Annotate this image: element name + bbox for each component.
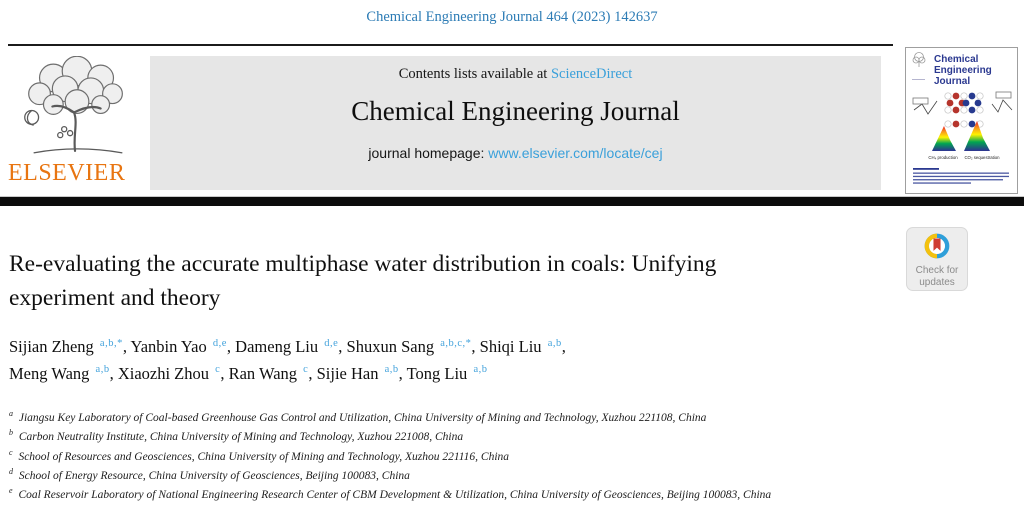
author: Dameng Liu $^{d,e}$ [235,337,339,356]
affiliation: $^c$ School of Resources and Geosciences, China University of Mining and Technology, Xuzhou 221116, China [9,447,510,463]
cover-title-line1: Chemical [934,54,979,65]
article-title-line1: Re-evaluating the accurate multiphase water distribution in coals: Unifying [9,251,717,277]
badge-label-line2: updates [919,276,955,288]
article-title-line2: experiment and theory [9,285,221,312]
header-divider-bar [0,196,1024,206]
author: Xiaozhi Zhou $^c$ [117,363,221,383]
cover-label-left: CH₄ production [928,155,958,160]
author: Yanbin Yao $^{d,e}$ [130,337,227,356]
contents-prefix: Contents lists available at [398,66,551,82]
author: Meng Wang $^{a,b}$ [9,363,110,383]
affiliation: $^b$ Carbon Neutrality Institute, China University of Mining and Technology, Xuzhou 221008, China [9,428,464,444]
author: Shuxun Sang $^{a,b,c,*}$ [346,337,472,356]
badge-label-line1: Check for [915,265,959,276]
header-top-rule [8,44,893,46]
running-head-citation: Chemical Engineering Journal 464 (2023) 142637 [366,9,658,25]
cover-mini-tree-icon [913,53,925,68]
homepage-prefix: journal homepage: [368,145,489,161]
affiliation: $^d$ School of Energy Resource, China University of Geosciences, Beijing 100083, China [9,466,410,482]
homepage-line [150,145,881,161]
article-title [9,247,919,315]
affiliation-list [9,408,1021,504]
journal-name: Chemical Engineering Journal [351,96,680,126]
cover-label-right: CO₂ sequestration [964,155,1000,160]
journal-homepage-link[interactable]: www.elsevier.com/locate/cej [488,145,663,161]
author: Sijian Zheng $^{a,b,*}$ [9,337,123,356]
elsevier-logo [8,56,148,190]
affiliation: $^e$ Coal Reservoir Laboratory of National Engineering Research Center of CBM Development & Utilization, China University of Geosciences, Beijing 100083, China [9,486,772,502]
contents-line [150,56,881,83]
author: Shiqi Liu $^{a,b}$ [479,337,562,356]
cover-title-line2: Engineering [934,65,992,76]
author: Sijie Han $^{a,b}$ [316,363,399,383]
journal-cover-art [906,48,1017,193]
author-list: Sijian Zheng $^{a,b,*}$, Yanbin Yao $^{d,e}$, Dameng Liu $^{d,e}$, Shuxun Sang $^{a,b,c,*}$, Shiqi Liu $^{a,b}$, Meng Wang $^{a,b}$, Xiaozhi Zhou $^c$, Ran Wang $^c$, Sijie Han $^{a,b}$, Tong Liu $^{a,b}$ [9,337,566,383]
crossmark-icon [922,231,952,261]
author: Tong Liu $^{a,b}$ [406,363,488,383]
affiliation: $^a$ Jiangsu Key Laboratory of Coal-based Greenhouse Gas Control and Utilization, China University of Mining and Technology, Xuzhou 221108, China [9,409,707,424]
sciencedirect-link[interactable]: ScienceDirect [550,66,633,82]
journal-banner [150,56,881,190]
cover-title-line3: Journal [934,76,971,87]
elsevier-tree-icon [8,56,146,159]
journal-cover-thumbnail [905,47,1018,194]
author: Ran Wang $^c$ [228,363,309,383]
elsevier-wordmark: ELSEVIER [8,160,126,186]
